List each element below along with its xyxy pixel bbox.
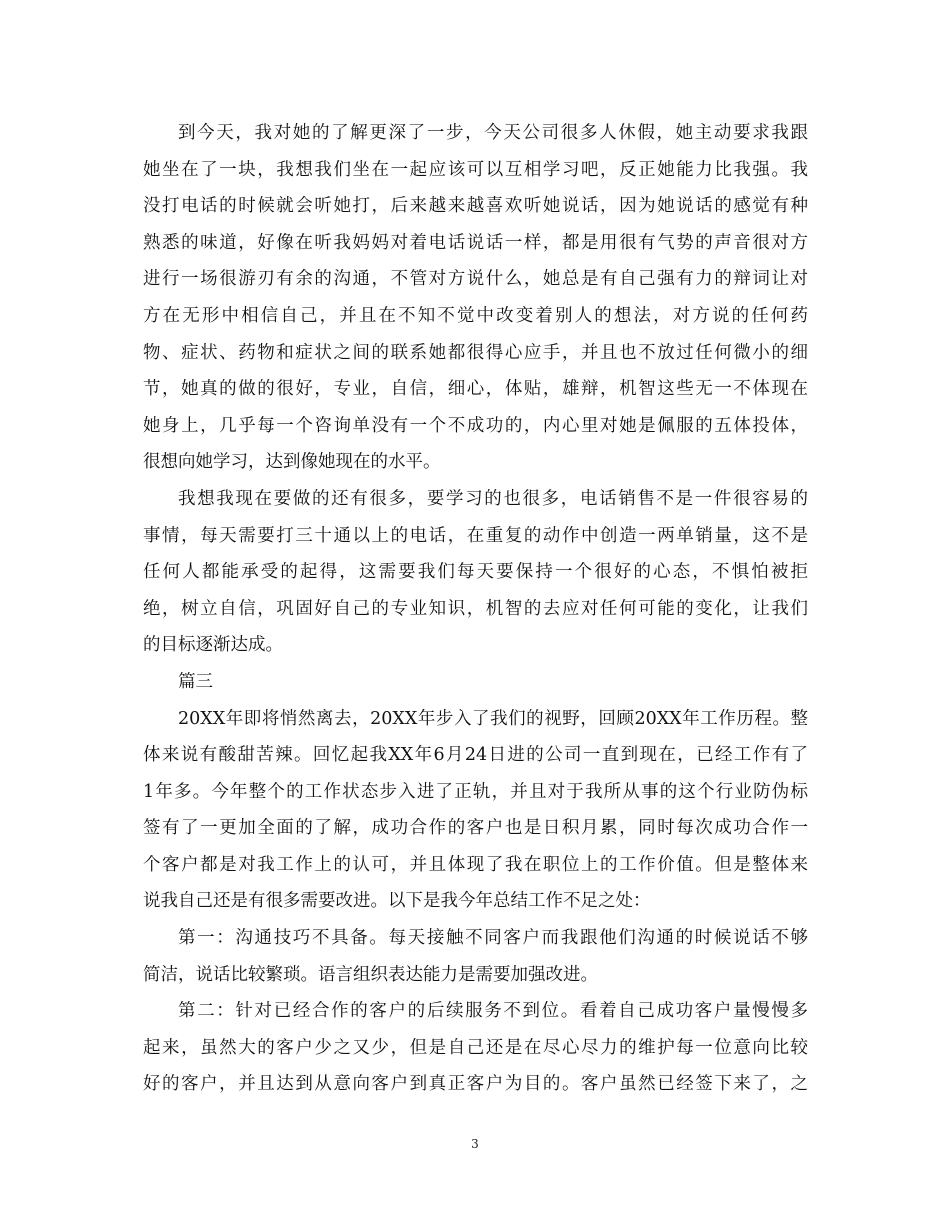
section-heading	[143, 664, 808, 701]
text-line: 签有了一更加全面的了解，成功合作的客户也是日积月累，同时每次成功合作一	[143, 818, 808, 839]
text-line: 她身上，几乎每一个咨询单没有一个不成功的，内心里对她是佩服的五体投体，	[143, 415, 808, 436]
text-line: 起来，虽然大的客户少之又少，但是自己还是在尽心尽力的维护每一位意向比较	[143, 1037, 808, 1058]
text-line: 她坐在了一块，我想我们坐在一起应该可以互相学习吧，反正她能力比我强。我	[143, 159, 808, 180]
paragraph-2	[143, 481, 808, 664]
text-line: 说我自己还是有很多需要改进。以下是我今年总结工作不足之处：	[143, 891, 651, 912]
text-line: 方在无形中相信自己，并且在不知不觉中改变着别人的想法，对方说的任何药	[143, 305, 808, 326]
paragraph-5	[143, 993, 808, 1103]
paragraph-1	[143, 115, 808, 481]
paragraph-3	[143, 701, 808, 921]
text-line: 简洁，说话比较繁琐。语言组织表达能力是需要加强改进。	[143, 964, 598, 985]
text-line: 体来说有酸甜苦辣。回忆起我XX年6月24日进的公司一直到现在，已经工作有了	[143, 745, 808, 766]
text-line: 第一：沟通技巧不具备。每天接触不同客户而我跟他们沟通的时候说话不够	[178, 928, 808, 949]
text-line: 物、症状、药物和症状之间的联系她都很得心应手，并且也不放过任何微小的细	[143, 342, 808, 363]
paragraph-4	[143, 920, 808, 993]
text-line: 熟悉的味道，好像在听我妈妈对着电话说话一样，都是用很有气势的声音很对方	[143, 232, 808, 253]
text-line: 第二：针对已经合作的客户的后续服务不到位。看着自己成功客户量慢慢多	[178, 1001, 808, 1022]
text-line: 的目标逐渐达成。	[143, 635, 283, 656]
heading-text: 篇三	[178, 671, 213, 692]
text-line: 到今天，我对她的了解更深了一步，今天公司很多人休假，她主动要求我跟	[178, 123, 808, 143]
text-line: 没打电话的时候就会听她打，后来越来越喜欢听她说话，因为她说话的感觉有种	[143, 196, 808, 217]
text-line: 1年多。今年整个的工作状态步入进了正轨，并且对于我所从事的这个行业防伪标	[143, 781, 808, 802]
text-line: 事情，每天需要打三十通以上的电话，在重复的动作中创造一两单销量，这不是	[143, 525, 808, 546]
document-body	[143, 115, 808, 1103]
text-line: 绝，树立自信，巩固好自己的专业知识，机智的去应对任何可能的变化，让我们	[143, 598, 808, 619]
text-line: 任何人都能承受的起得，这需要我们每天要保持一个很好的心态，不惧怕被拒	[143, 562, 808, 583]
text-line: 20XX年即将悄然离去，20XX年步入了我们的视野，回顾20XX年工作历程。整	[178, 708, 808, 729]
text-line: 进行一场很游刃有余的沟通，不管对方说什么，她总是有自己强有力的辩词让对	[143, 269, 808, 290]
text-line: 很想向她学习，达到像她现在的水平。	[143, 452, 441, 473]
text-line: 我想我现在要做的还有很多，要学习的也很多，电话销售不是一件很容易的	[178, 488, 808, 509]
page-number: 3	[471, 1137, 479, 1151]
text-line: 个客户都是对我工作上的认可，并且体现了我在职位上的工作价值。但是整体来	[143, 854, 808, 875]
text-line: 节，她真的做的很好，专业，自信，细心，体贴，雄辩，机智这些无一不体现在	[143, 379, 808, 400]
text-line: 好的客户，并且达到从意向客户到真正客户为目的。客户虽然已经签下来了，之	[143, 1074, 808, 1095]
